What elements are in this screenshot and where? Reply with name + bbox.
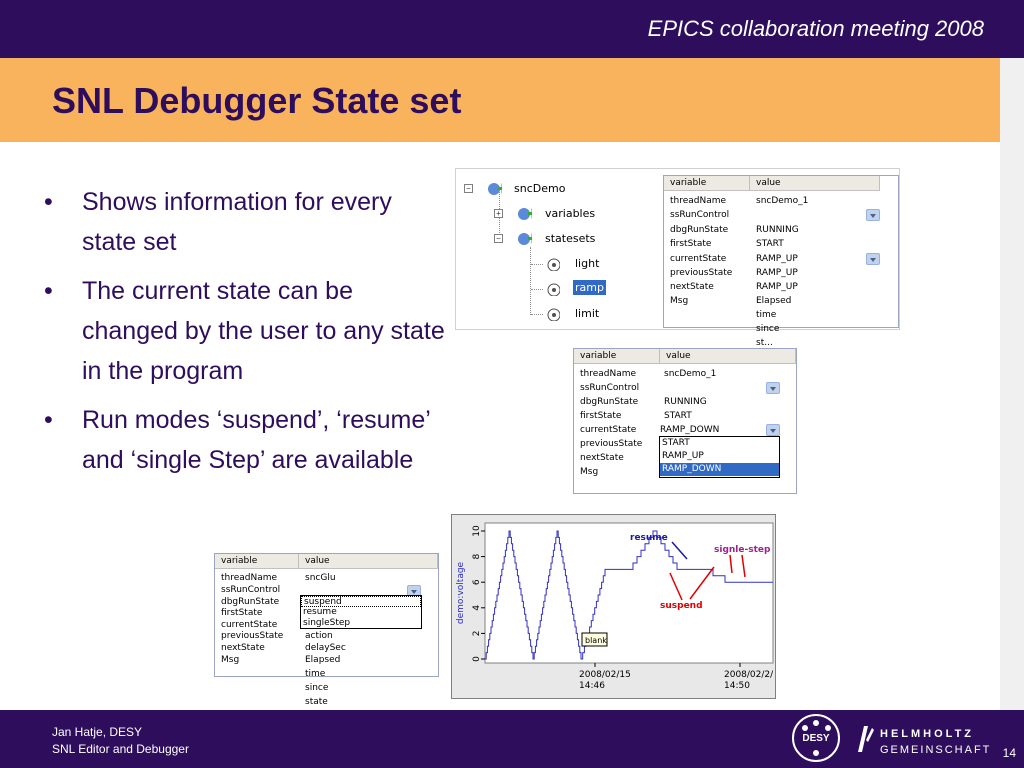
var-name: firstState xyxy=(670,239,712,249)
state-set-icon xyxy=(544,305,560,321)
var-value: RAMP_UP xyxy=(756,268,798,278)
var-name: nextState xyxy=(580,453,624,463)
expand-icon[interactable]: + xyxy=(494,209,503,218)
y-tick-label: 4 xyxy=(472,604,482,611)
var-value: Elapsed time since st... xyxy=(756,296,792,348)
tree-line xyxy=(530,247,531,315)
var-name: dbgRunState xyxy=(580,397,639,407)
state-set-tree-screenshot xyxy=(455,168,900,348)
var-value: Elapsed time since state xyxy=(305,655,341,707)
dropdown-arrow-icon[interactable] xyxy=(766,382,780,394)
tree-child-label[interactable]: limit xyxy=(575,307,600,320)
logo-dot xyxy=(802,725,808,731)
var-name: nextState xyxy=(670,282,714,292)
gemeinschaft-text: GEMEINSCHAFT xyxy=(880,744,992,756)
var-name: previousState xyxy=(580,439,643,449)
meeting-title: EPICS collaboration meeting 2008 xyxy=(647,16,984,41)
x-tick-label: 2008/02/15 xyxy=(579,670,631,680)
column-header[interactable]: variable xyxy=(215,554,299,569)
var-value: START xyxy=(664,411,692,421)
var-value: sncDemo_1 xyxy=(756,196,809,206)
collapse-icon[interactable]: − xyxy=(494,234,503,243)
x-tick-label: 14:46 xyxy=(579,681,605,691)
bullet-item: • Run modes ‘suspend’, ‘resume’ and ‘single Step’ are available xyxy=(40,400,450,480)
var-value: START xyxy=(756,239,784,249)
var-value: RUNNING xyxy=(664,397,707,407)
helmholtz-mark-icon xyxy=(854,722,874,754)
footer-subtitle: SNL Editor and Debugger xyxy=(52,742,189,756)
tree-pane xyxy=(456,169,656,329)
column-header[interactable]: value xyxy=(660,349,796,364)
bullet-item: • Shows information for every state set xyxy=(40,182,450,262)
footer-bar xyxy=(0,710,1024,768)
var-name: threadName xyxy=(221,573,278,583)
x-tick-label: 2008/02/2/ xyxy=(724,670,774,680)
tree-variables-label[interactable]: variables xyxy=(545,207,596,220)
var-name: dbgRunState xyxy=(221,597,280,607)
var-name: Msg xyxy=(221,655,240,665)
dropdown-option[interactable]: RAMP_UP xyxy=(662,451,704,461)
blank-tooltip: blank xyxy=(585,636,607,645)
var-value: RAMP_UP xyxy=(756,282,798,292)
var-value: action xyxy=(305,631,333,641)
dropdown-arrow-icon[interactable] xyxy=(766,424,780,436)
node-icon xyxy=(516,229,532,245)
state-dropdown-list[interactable] xyxy=(659,436,780,478)
column-header[interactable]: value xyxy=(299,554,438,569)
var-name: Msg xyxy=(670,296,689,306)
var-name: previousState xyxy=(670,268,733,278)
tree-line xyxy=(531,264,543,265)
var-name: ssRunControl xyxy=(670,210,730,220)
logo-dot xyxy=(825,725,831,731)
tree-root-label[interactable]: sncDemo xyxy=(514,182,566,195)
logo-dot xyxy=(813,750,819,756)
dropdown-option[interactable]: singleStep xyxy=(303,618,351,628)
var-name: firstState xyxy=(221,608,263,618)
title-band xyxy=(0,58,1000,142)
tree-line xyxy=(531,289,543,290)
dropdown-arrow-icon[interactable] xyxy=(866,209,880,221)
variable-table-1 xyxy=(663,175,899,348)
node-icon xyxy=(516,204,532,220)
tree-child-label-selected[interactable] xyxy=(573,281,606,294)
dropdown-option-selected[interactable]: RAMP_DOWN xyxy=(660,463,779,476)
var-name: threadName xyxy=(580,369,637,379)
dropdown-arrow-icon[interactable] xyxy=(866,253,880,265)
y-tick-label: 6 xyxy=(472,579,482,586)
var-value: delaySec xyxy=(305,643,346,653)
state-set-icon xyxy=(544,280,560,296)
tree-statesets-label[interactable]: statesets xyxy=(545,232,596,245)
suspend-annotation: suspend xyxy=(660,601,703,611)
bullet-item: • The current state can be changed by the user to any state in the program xyxy=(40,271,450,391)
x-tick-label: 14:50 xyxy=(724,681,750,691)
variable-table-3 xyxy=(214,553,439,707)
y-tick-label: 8 xyxy=(472,553,482,560)
dropdown-option-focused[interactable]: suspend xyxy=(301,596,421,607)
dropdown-option[interactable]: resume xyxy=(303,607,337,617)
var-value: sncGlu xyxy=(305,573,336,583)
var-name: nextState xyxy=(221,643,265,653)
var-name: currentState xyxy=(221,620,278,630)
var-value: sncDemo_1 xyxy=(664,369,717,379)
collapse-icon[interactable]: − xyxy=(464,184,473,193)
column-header[interactable]: variable xyxy=(574,349,660,364)
desy-logo-text: DESY xyxy=(802,733,830,744)
var-name: dbgRunState xyxy=(670,225,729,235)
dropdown-option[interactable]: START xyxy=(662,438,690,448)
var-value: RAMP_DOWN xyxy=(660,425,720,435)
plot-area xyxy=(485,523,773,663)
var-name: currentState xyxy=(580,425,637,435)
voltage-chart xyxy=(452,515,777,700)
state-set-icon xyxy=(544,255,560,271)
helmholtz-text: HELMHOLTZ xyxy=(880,728,975,740)
desy-logo xyxy=(792,714,840,762)
var-value: RUNNING xyxy=(756,225,799,235)
var-name: currentState xyxy=(670,254,727,264)
column-header[interactable]: value xyxy=(750,176,880,191)
y-tick-label: 10 xyxy=(472,525,482,537)
var-name: previousState xyxy=(221,631,284,641)
footer-info xyxy=(52,724,189,758)
node-icon xyxy=(486,179,502,195)
voltage-chart-screenshot xyxy=(451,514,776,699)
tree-child-label[interactable]: light xyxy=(575,257,600,270)
var-name: ssRunControl xyxy=(221,585,281,595)
bullet-list xyxy=(40,182,450,489)
header-bar xyxy=(0,0,1024,58)
variable-table-2 xyxy=(573,348,797,494)
helmholtz-logo xyxy=(852,720,992,760)
author: Jan Hatje, DESY xyxy=(52,725,143,739)
y-axis-label: demo:voltage xyxy=(456,561,466,625)
right-strip xyxy=(1000,58,1024,710)
slide-title: SNL Debugger State set xyxy=(52,80,462,121)
run-mode-dropdown-list[interactable] xyxy=(300,595,422,629)
tree-line xyxy=(531,314,543,315)
single-step-annotation: signle-step xyxy=(714,545,771,555)
logo-dot xyxy=(813,720,819,726)
selected-label[interactable]: ramp xyxy=(575,281,604,294)
var-name: ssRunControl xyxy=(580,383,640,393)
var-name: Msg xyxy=(580,467,599,477)
page-number: 14 xyxy=(1002,746,1016,760)
var-name: firstState xyxy=(580,411,622,421)
y-tick-label: 0 xyxy=(472,656,482,662)
var-value: RAMP_UP xyxy=(756,254,798,264)
y-tick-label: 2 xyxy=(472,630,482,637)
column-header[interactable]: variable xyxy=(664,176,750,191)
resume-annotation: resume xyxy=(630,533,668,543)
var-name: threadName xyxy=(670,196,727,206)
